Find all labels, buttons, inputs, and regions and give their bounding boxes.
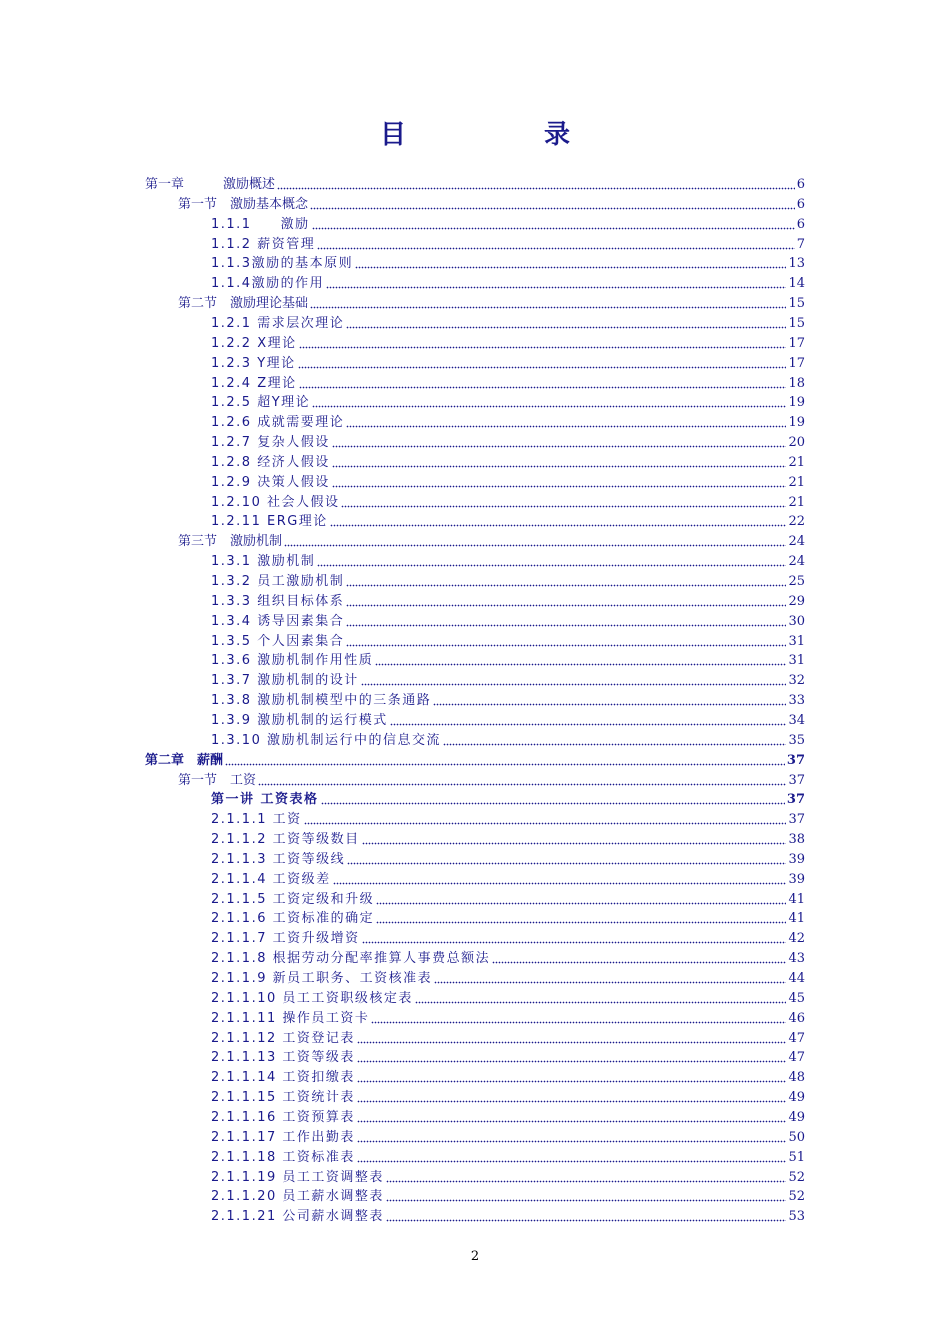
toc-entry[interactable] [211,1185,805,1205]
dot-leader [312,395,786,408]
dot-leader [357,1090,787,1103]
toc-entry[interactable] [211,610,805,630]
toc-entry-label: 1.3.5 个人因素集合 [211,633,345,649]
toc-entry-label: 2.1.1.18 工资标准表 [211,1149,355,1165]
toc-entry[interactable] [211,808,805,828]
toc-entry-label: 第三节 激励机制 [178,534,283,550]
toc-entry-page: 37 [786,752,805,768]
toc-entry[interactable] [145,173,805,193]
dot-leader [362,832,787,845]
dot-leader [225,753,785,766]
toc-entry[interactable] [211,590,805,610]
toc-entry[interactable] [211,233,805,253]
dot-leader [376,892,786,905]
toc-entry-page: 21 [788,474,805,490]
toc-entry-page: 37 [788,812,805,828]
toc-entry-label: 2.1.1.10 员工工资职级核定表 [211,990,413,1006]
dot-leader [284,534,786,547]
toc-entry-label: 2.1.1.15 工资统计表 [211,1090,355,1106]
dot-leader [299,336,787,349]
toc-entry-page: 39 [788,871,805,887]
toc-entry-label: 1.3.9 激励机制的运行模式 [211,712,388,728]
toc-entry[interactable] [211,947,805,967]
toc-entry-page: 14 [788,276,805,292]
toc-entry-label: 2.1.1.14 工资扣缴表 [211,1070,355,1086]
toc-entry-label: 1.2.2 X理论 [211,335,297,351]
dot-leader [346,415,786,428]
toc-entry-page: 24 [788,554,805,570]
dot-leader [326,276,786,289]
toc-entry[interactable] [211,411,805,431]
toc-entry[interactable] [211,213,805,233]
toc-entry-label: 2.1.1.11 操作员工资卡 [211,1010,370,1026]
toc-entry-label: 1.2.5 超Y理论 [211,395,311,411]
dot-leader [433,693,786,706]
toc-entry-page: 17 [788,335,805,351]
dot-leader [317,237,795,250]
dot-leader [341,495,786,508]
toc-entry[interactable] [211,907,805,927]
toc-entry[interactable] [211,1205,805,1225]
toc-entry-label: 1.1.1 激励 [211,216,310,232]
toc-entry[interactable] [211,372,805,392]
toc-entry-label: 第一节 工资 [178,772,257,788]
dot-leader [317,554,786,567]
toc-entry-page: 21 [788,454,805,470]
dot-leader [346,594,786,607]
toc-entry-page: 37 [788,772,805,788]
dot-leader [434,971,786,984]
toc-entry-label: 1.2.1 需求层次理论 [211,315,345,331]
toc-entry-page: 17 [788,355,805,371]
toc-entry-label: 第二章 薪酬 [145,752,224,768]
toc-entry-label: 2.1.1.16 工资预算表 [211,1109,355,1125]
dot-leader [443,733,786,746]
toc-entry[interactable] [211,689,805,709]
dot-leader [310,296,786,309]
toc-entry[interactable] [211,1086,805,1106]
dot-leader [386,1189,787,1202]
dot-leader [299,376,787,389]
toc-entry[interactable] [211,709,805,729]
dot-leader [357,1050,787,1063]
toc-entry-label: 1.3.6 激励机制作用性质 [211,653,374,669]
toc-entry-page: 46 [788,1010,805,1026]
toc-entry-label: 1.2.8 经济人假设 [211,454,330,470]
toc-entry-page: 30 [788,613,805,629]
toc-entry-label: 1.3.8 激励机制模型中的三条通路 [211,693,432,709]
toc-entry-label: 2.1.1.19 员工工资调整表 [211,1169,384,1185]
toc-entry-page: 13 [788,256,805,272]
dot-leader [312,217,795,230]
toc-entry-page: 21 [788,494,805,510]
toc-entry[interactable] [211,669,805,689]
toc-entry[interactable] [211,451,805,471]
toc-entry-page: 51 [788,1149,805,1165]
toc-entry-page: 53 [788,1209,805,1225]
toc-entry[interactable] [211,550,805,570]
dot-leader [346,316,786,329]
toc-entry-label: 1.3.3 组织目标体系 [211,593,345,609]
toc-entry-label: 2.1.1.9 新员工职务、工资核准表 [211,971,433,986]
toc-entry-label: 第一讲 工资表格 [211,792,319,808]
dot-leader [376,911,786,924]
toc-entry-page: 19 [788,415,805,431]
toc-entry-page: 29 [788,593,805,609]
toc-entry-page: 50 [788,1129,805,1145]
toc-entry-page: 33 [788,693,805,709]
toc-entry-label: 1.2.9 决策人假设 [211,474,330,490]
toc-entry[interactable] [211,630,805,650]
dot-leader [346,574,786,587]
toc-entry-page: 22 [788,514,805,530]
toc-entry-label: 1.2.7 复杂人假设 [211,435,330,451]
toc-entry-page: 49 [788,1109,805,1125]
toc-entry[interactable] [178,530,805,550]
toc-entry[interactable] [211,1066,805,1086]
toc-entry-page: 39 [788,851,805,867]
toc-entry-page: 24 [788,534,805,550]
toc-entry-page: 38 [788,832,805,848]
dot-leader [362,931,787,944]
toc-entry-page: 45 [788,990,805,1006]
toc-entry-label: 2.1.1.1 工资 [211,812,302,828]
toc-entry-label: 2.1.1.13 工资等级表 [211,1050,355,1066]
toc-entry[interactable] [211,649,805,669]
toc-entry-label: 2.1.1.21 公司薪水调整表 [211,1209,384,1225]
dot-leader [492,951,786,964]
toc-entry-label: 1.3.1 激励机制 [211,554,316,570]
toc-entry[interactable] [211,1126,805,1146]
toc-entry[interactable] [211,729,805,749]
toc-entry-page: 47 [788,1030,805,1046]
toc-entry-label: 第二节 激励理论基础 [178,296,309,312]
toc-entry[interactable] [211,788,805,808]
dot-leader [361,673,787,686]
toc-entry-page: 6 [796,196,805,212]
toc-entry-page: 15 [788,296,805,312]
toc-entry-page: 34 [788,712,805,728]
toc-entry-label: 2.1.1.3 工资等级线 [211,851,346,867]
toc-entry-label: 2.1.1.4 工资级差 [211,871,331,887]
dot-leader [277,177,795,190]
toc-entry-label: 1.1.3激励的基本原则 [211,256,354,272]
toc-entry-label: 2.1.1.12 工资登记表 [211,1030,355,1046]
toc-entry-label: 1.2.4 Z理论 [211,375,297,391]
toc-entry[interactable] [211,967,805,987]
dot-leader [332,455,787,468]
toc-entry[interactable] [178,292,805,312]
toc-entry-page: 44 [788,971,805,986]
toc-entry-page: 37 [786,792,805,808]
toc-entry[interactable] [211,570,805,590]
toc-entry-label: 2.1.1.6 工资标准的确定 [211,911,375,927]
dot-leader [304,812,787,825]
dot-leader [357,1031,787,1044]
toc-entry[interactable] [178,193,805,213]
toc-entry[interactable] [211,391,805,411]
dot-leader [332,435,787,448]
toc-entry[interactable] [211,352,805,372]
toc-entry-label: 1.2.10 社会人假设 [211,494,340,510]
toc-entry-label: 1.3.4 诱导因素集合 [211,613,345,629]
toc-entry-label: 1.2.3 Y理论 [211,355,296,371]
toc-entry-page: 48 [788,1070,805,1086]
toc-entry[interactable] [211,272,805,292]
toc-entry[interactable] [211,828,805,848]
toc-entry-label: 2.1.1.5 工资定级和升级 [211,891,375,907]
toc-entry-label: 1.3.2 员工激励机制 [211,574,345,589]
dot-leader [357,1110,787,1123]
dot-leader [386,1170,787,1183]
toc-entry-page: 7 [796,236,805,252]
toc-entry-page: 31 [788,633,805,649]
toc-entry[interactable] [211,510,805,530]
toc-entry-label: 2.1.1.20 员工薪水调整表 [211,1189,384,1205]
toc-entry-label: 1.1.2 薪资管理 [211,236,316,252]
toc-entry[interactable] [211,1146,805,1166]
dot-leader [415,991,787,1004]
dot-leader [333,872,787,885]
toc-entry[interactable] [211,868,805,888]
toc-entry-label: 第一章 激励概述 [145,177,276,192]
toc-entry-page: 41 [788,891,805,907]
toc-entry[interactable] [211,431,805,451]
dot-leader [332,475,787,488]
dot-leader [346,634,786,647]
toc-entry-page: 32 [788,673,805,689]
toc-entry[interactable] [211,1007,805,1027]
toc-entry-label: 1.2.11 ERG理论 [211,514,328,530]
dot-leader [330,514,787,527]
toc-entry[interactable] [211,888,805,908]
toc-entry-page: 6 [796,177,805,192]
toc-entry-page: 43 [788,951,805,967]
dot-leader [386,1209,787,1222]
toc-entry-page: 19 [788,395,805,411]
toc-entry-label: 1.3.10 激励机制运行中的信息交流 [211,732,441,748]
toc-entry-page: 6 [796,216,805,232]
toc-entry-label: 2.1.1.2 工资等级数目 [211,832,360,848]
toc-entry-label: 2.1.1.8 根据劳动分配率推算人事费总额法 [211,951,491,967]
toc-entry-page: 41 [788,911,805,927]
toc-entry-label: 2.1.1.17 工作出勤表 [211,1129,355,1145]
page-title: 目 录 [379,120,626,150]
toc-entry[interactable] [211,312,805,332]
toc-entry[interactable] [178,769,805,789]
dot-leader [321,792,785,805]
toc-entry[interactable] [211,332,805,352]
toc-entry-page: 49 [788,1090,805,1106]
toc-entry-label: 1.3.7 激励机制的设计 [211,673,359,689]
dot-leader [346,614,786,627]
toc-entry-page: 47 [788,1050,805,1066]
toc-entry-page: 52 [788,1189,805,1205]
toc-entry-page: 31 [788,653,805,669]
toc-entry-page: 42 [788,931,805,947]
toc-entry-page: 25 [788,574,805,589]
toc-entry[interactable] [211,1166,805,1186]
toc-entry-page: 15 [788,315,805,331]
dot-leader [371,1011,786,1024]
page-number: 2 [470,1249,480,1264]
dot-leader [258,773,786,786]
toc-entry[interactable] [211,987,805,1007]
toc-entry-page: 35 [788,732,805,748]
toc-entry[interactable] [211,1046,805,1066]
toc-entry-page: 20 [788,435,805,451]
toc-entry[interactable] [211,1027,805,1047]
toc-entry-label: 1.2.6 成就需要理论 [211,415,345,431]
toc-entry[interactable] [211,1106,805,1126]
toc-entry[interactable] [211,471,805,491]
toc-entry[interactable] [145,749,805,769]
dot-leader [310,197,795,210]
toc-entry[interactable] [211,927,805,947]
toc-entry-page: 18 [788,375,805,391]
dot-leader [375,653,786,666]
toc-entry[interactable] [211,848,805,868]
toc-entry-page: 52 [788,1169,805,1185]
toc-entry-label: 2.1.1.7 工资升级增资 [211,931,360,947]
dot-leader [357,1130,787,1143]
dot-leader [298,356,787,369]
dot-leader [357,1070,787,1083]
toc-entry-label: 第一节 激励基本概念 [178,196,309,212]
toc-entry[interactable] [211,491,805,511]
toc-entry-label: 1.1.4激励的作用 [211,276,325,292]
dot-leader [355,256,786,269]
toc-entry[interactable] [211,252,805,272]
dot-leader [390,713,787,726]
dot-leader [347,852,786,865]
dot-leader [357,1150,787,1163]
